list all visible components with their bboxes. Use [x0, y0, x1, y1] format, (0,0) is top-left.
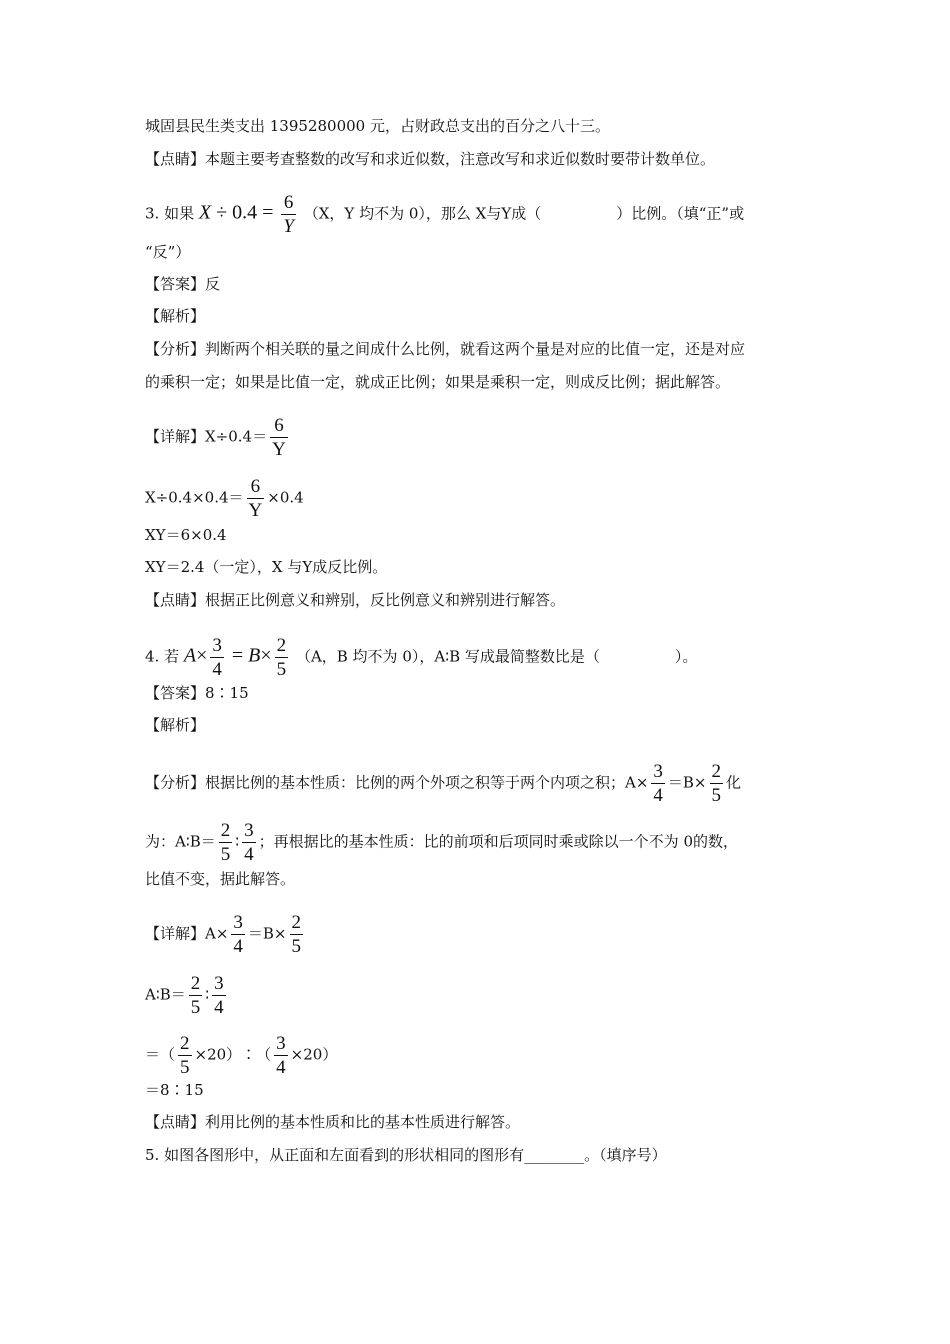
fraction [231, 913, 245, 956]
question-3-cont: “反”） [145, 243, 191, 261]
fraction-numerator: 2 [276, 635, 287, 656]
detail-text: A∶B＝ [145, 985, 186, 1004]
question-text: （A，B 均不为 0），A∶B 写成最简整数比是（ ）。 [295, 647, 698, 666]
analysis-text: ∶ [235, 832, 240, 851]
detail-line: XY＝6×0.4 [145, 526, 227, 544]
analysis-text: ；再根据比的基本性质：比的前项和后项同时乘或除以一个不为 0的数， [258, 832, 738, 851]
detail-text: 【详解】X÷0.4＝ [145, 427, 268, 446]
detail-text: 【详解】A× [145, 924, 229, 943]
fraction-numerator: 3 [212, 635, 222, 656]
fraction-denominator: Y [272, 439, 286, 460]
fraction-denominator: 4 [212, 659, 222, 680]
fraction-bar [281, 214, 296, 215]
equation-div: ÷ 0.4 = [211, 201, 279, 224]
fraction-bar [231, 934, 245, 935]
fraction-denominator: 5 [180, 1057, 190, 1078]
detail-text: ×20） [290, 1045, 338, 1064]
fraction-bar [242, 842, 256, 843]
fraction [178, 1034, 192, 1077]
analysis-line: 的乘积一定；如果是比值一定，就成正比例；如果是乘积一定，则成反比例；据此解答。 [145, 373, 731, 391]
detail-line [145, 974, 229, 1017]
fraction [274, 1034, 288, 1077]
fraction-numerator: 2 [711, 761, 721, 782]
answer-line: 【答案】8∶15 [145, 684, 249, 702]
dianjing-line: 【点睛】本题主要考查整数的改写和求近似数，注意改写和求近似数时要带计数单位。 [145, 150, 716, 168]
analysis-line: 比值不变，据此解答。 [145, 870, 296, 888]
fraction-numerator: 3 [214, 973, 224, 994]
fraction [290, 913, 304, 956]
fraction-denominator: Y [283, 216, 294, 237]
fraction [275, 636, 289, 679]
jiexi-label: 【解析】 [145, 307, 206, 325]
detail-line [145, 1034, 337, 1077]
equation-equals: = [226, 644, 249, 667]
fraction-denominator: 4 [276, 1057, 286, 1078]
fraction [651, 762, 665, 805]
detail-text: ×0.4 [267, 488, 304, 507]
fraction-bar [189, 995, 203, 996]
fraction-numerator: 6 [250, 476, 261, 497]
fraction [281, 193, 296, 236]
detail-line [145, 477, 304, 520]
fraction [210, 636, 224, 679]
fraction-bar [210, 657, 224, 658]
fraction-denominator: 5 [190, 997, 201, 1018]
detail-text: X÷0.4×0.4＝ [145, 488, 244, 507]
question-number: 4. 若 [145, 647, 180, 666]
fraction-bar [651, 783, 665, 784]
fraction-denominator: 4 [233, 936, 243, 957]
fraction-denominator: Y [248, 500, 263, 521]
fraction-denominator: 4 [244, 844, 254, 865]
fraction-numerator: 2 [291, 912, 301, 933]
analysis-text: 为：A∶B＝ [145, 832, 216, 851]
detail-text: ×20）∶（ [194, 1045, 272, 1064]
question-4 [145, 636, 697, 679]
fraction-numerator: 2 [180, 1033, 190, 1054]
question-3 [145, 193, 744, 236]
detail-line [145, 416, 291, 459]
fraction-numerator: 6 [274, 415, 284, 436]
detail-text: ∶ [205, 985, 210, 1004]
fraction-denominator: 5 [291, 936, 301, 957]
dianjing-line: 【点睛】根据正比例意义和辨别，反比例意义和辨别进行解答。 [145, 591, 566, 609]
fraction-bar [275, 657, 289, 658]
equation-var-a: A [183, 644, 197, 667]
detail-text: ＝（ [145, 1045, 176, 1064]
analysis-line: 【分析】判断两个相关联的量之间成什么比例，就看这两个量是对应的比值一定，还是对应 [145, 340, 746, 358]
jiexi-label: 【解析】 [145, 716, 206, 734]
question-5: 5. 如图各图形中，从正面和左面看到的形状相同的图形有________。（填序号） [145, 1146, 667, 1164]
fraction-numerator: 2 [220, 820, 231, 841]
analysis-text: 【分析】根据比例的基本性质：比例的两个外项之积等于两个内项之积；A× [145, 773, 649, 792]
dianjing-line: 【点睛】利用比例的基本性质和比的基本性质进行解答。 [145, 1113, 521, 1131]
question-text: （X，Y 均不为 0），那么 X与Y成（ ）比例。（填“正”或 [303, 204, 745, 223]
fraction-numerator: 3 [244, 820, 254, 841]
detail-text: ＝B× [247, 924, 287, 943]
fraction-bar [247, 498, 265, 499]
equation-var-b: B [248, 644, 261, 667]
detail-line: XY＝2.4（一定），X 与Y成反比例。 [145, 558, 388, 576]
fraction [189, 974, 203, 1017]
analysis-text: ＝B× [667, 773, 707, 792]
fraction [212, 974, 226, 1017]
fraction [710, 762, 724, 805]
answer-line: 【答案】反 [145, 275, 221, 293]
analysis-text: 化 [726, 773, 742, 792]
fraction-denominator: 5 [276, 659, 287, 680]
fraction [219, 821, 233, 864]
fraction-bar [219, 842, 233, 843]
fraction-denominator: 4 [214, 997, 224, 1018]
equation-times: × [196, 644, 208, 667]
equation-var-x: X [198, 201, 212, 224]
fraction [247, 477, 265, 520]
fraction-bar [178, 1055, 192, 1056]
equation-times: × [260, 644, 272, 667]
fraction-numerator: 6 [283, 192, 294, 213]
fraction-denominator: 5 [220, 844, 231, 865]
question-number: 3. 如果 [145, 204, 195, 223]
detail-line: ＝8∶15 [145, 1081, 204, 1099]
fraction-bar [212, 995, 226, 996]
analysis-line [145, 821, 738, 864]
fraction-numerator: 3 [653, 761, 663, 782]
fraction-numerator: 3 [276, 1033, 286, 1054]
text-line: 城固县民生类支出 1395280000 元，占财政总支出的百分之八十三。 [145, 117, 610, 135]
fraction [242, 821, 256, 864]
fraction-bar [274, 1055, 288, 1056]
fraction-denominator: 4 [653, 785, 663, 806]
fraction-bar [270, 437, 288, 438]
fraction-bar [290, 934, 304, 935]
analysis-line [145, 762, 741, 805]
fraction-denominator: 5 [711, 785, 721, 806]
fraction-bar [710, 783, 724, 784]
fraction-numerator: 2 [190, 973, 201, 994]
detail-line [145, 913, 306, 956]
fraction [270, 416, 288, 459]
fraction-numerator: 3 [233, 912, 243, 933]
